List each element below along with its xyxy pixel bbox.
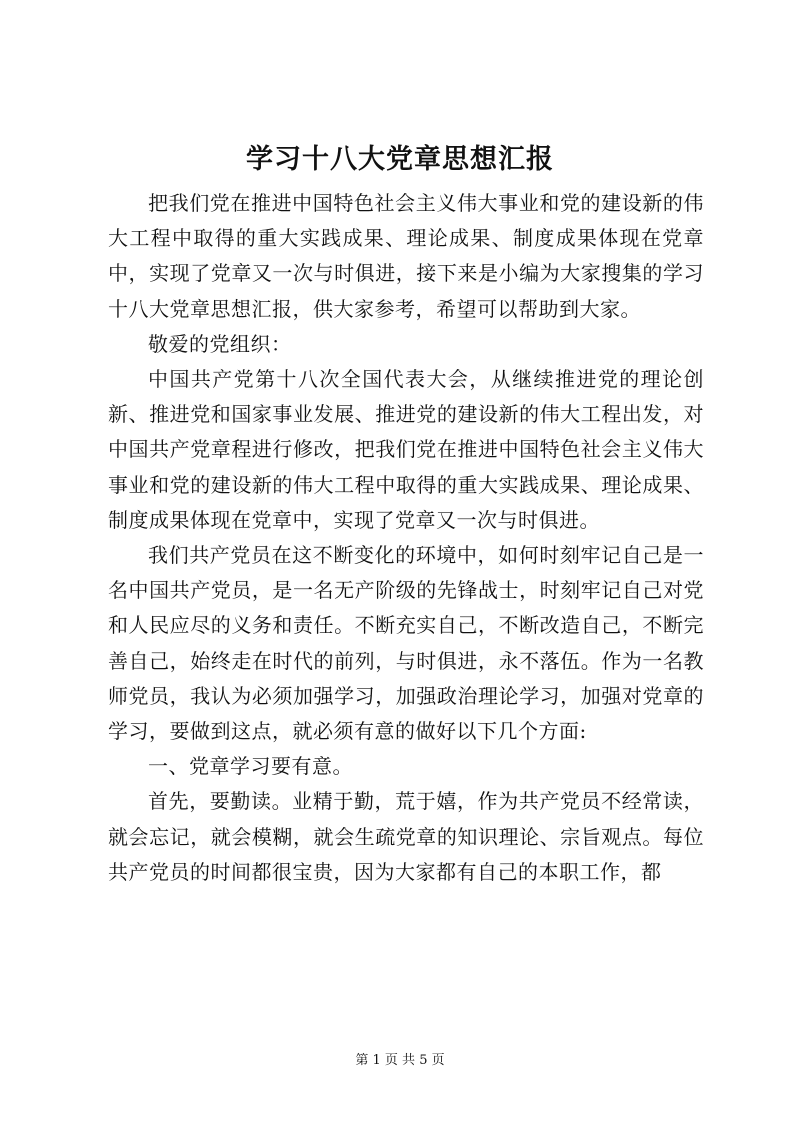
body-paragraph: 中国共产党第十八次全国代表大会，从继续推进党的理论创新、推进党和国家事业发展、推进党的建设新的伟大工程出发，对中国共产党章程进行修改，把我们党在推进中国特色社会主义伟大事业和党的建设新的伟大工程中取得的重大实践成果、理论成果、制度成果体现在党章中，实现了党章又一次与时俱进。 [108, 367, 704, 532]
salutation: 敬爱的党组织： [148, 331, 292, 356]
body-paragraph: 我们共产党员在这不断变化的环境中，如何时刻牢记自己是一名中国共产党员，是一名无产阶级的先锋战士，时刻牢记自己对党和人民应尽的义务和责任。不断充实自己，不断改造自己，不断完善自己，始终走在时代的前列，与时俱进，永不落伍。作为一名教师党员，我认为必须加强学习，加强政治理论学习，加强对党章的学习，要做到这点，就必须有意的做好以下几个方面: [108, 543, 704, 744]
page-footer: 第 1 页 共 5 页 [355, 1053, 445, 1068]
intro-paragraph: 把我们党在推进中国特色社会主义伟大事业和党的建设新的伟大工程中取得的重大实践成果、理论成果、制度成果体现在党章中，实现了党章又一次与时俱进，接下来是小编为大家搜集的学习十八大党章思想汇报，供大家参考，希望可以帮助到大家。 [108, 191, 704, 321]
body-paragraph: 首先，要勤读。业精于勤，荒于嬉，作为共产党员不经常读，就会忘记，就会模糊，就会生疏党章的知识理论、宗旨观点。每位共产党员的时间都很宝贵，因为大家都有自己的本职工作，都 [108, 789, 704, 884]
document-title: 学习十八大党章思想汇报 [246, 144, 554, 175]
section-heading: 一、党章学习要有意。 [148, 754, 353, 779]
document-body [108, 186, 704, 890]
